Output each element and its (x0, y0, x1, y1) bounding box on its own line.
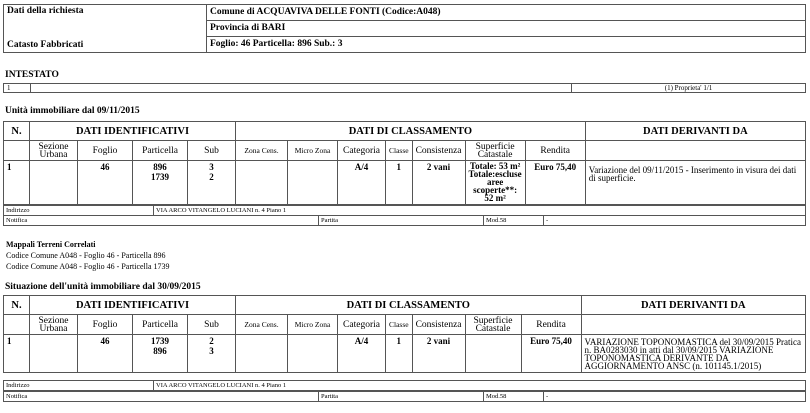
unit1-rendita: Euro 75,40 (525, 161, 585, 205)
unit1-notifica-label: Notifica (4, 216, 319, 226)
col-n: N. (4, 122, 30, 141)
unit1-n: 1 (4, 161, 30, 205)
unit2-mod-label: Mod.58 (484, 392, 544, 402)
unit2-footer (3, 380, 806, 391)
unit2-notifica-label: Notifica (4, 392, 319, 402)
request-header (3, 4, 806, 53)
col-consistenza: Consistenza (412, 141, 465, 161)
col-foglio: Foglio (78, 141, 133, 161)
col-dati-classamento: DATI DI CLASSAMENTO (236, 122, 586, 141)
unit2-classe: 1 (386, 335, 413, 373)
comune-line: Comune di ACQUAVIVA DELLE FONTI (Codice:A048) (207, 5, 805, 21)
col2-sub: Sub (188, 315, 236, 335)
catasto-type: Catasto Fabbricati (7, 40, 84, 50)
col-dati-identificativi: DATI IDENTIFICATIVI (30, 122, 236, 141)
col-sezione-urbana: Sezione Urbana (30, 141, 78, 161)
unit1-mod-label: Mod.58 (484, 216, 544, 226)
col-rendita: Rendita (525, 141, 585, 161)
col2-classe: Classe (386, 315, 413, 335)
unit2-sub: 2 3 (188, 335, 236, 373)
col2-particella: Particella (133, 315, 188, 335)
col-dati-derivanti: DATI DERIVANTI DA (585, 122, 805, 141)
col-particella: Particella (133, 141, 188, 161)
col2-n: N. (4, 296, 30, 315)
unit2-particella: 1739 896 (133, 335, 188, 373)
unit2-notifica-row (3, 391, 806, 402)
unit2-mod-value: - (544, 392, 806, 402)
foglio-line: Foglio: 46 Particella: 896 Sub.: 3 (210, 39, 343, 49)
col2-zona-cens: Zona Cens. (236, 315, 288, 335)
col2-dati-identificativi: DATI IDENTIFICATIVI (30, 296, 236, 315)
unit1-notifica-row (3, 215, 806, 226)
intestato-diritto: (1) Proprieta' 1/1 (572, 84, 806, 93)
unit1-classe: 1 (386, 161, 413, 205)
col2-consistenza: Consistenza (412, 315, 465, 335)
col-micro-zona: Micro Zona (288, 141, 338, 161)
col2-micro-zona: Micro Zona (288, 315, 338, 335)
mappali-line-1: Codice Comune A048 - Foglio 46 - Particella 896 (6, 251, 166, 260)
unit1-foglio: 46 (78, 161, 133, 205)
col2-dati-derivanti: DATI DERIVANTI DA (581, 296, 805, 315)
request-title: Dati della richiesta (7, 6, 84, 16)
intestato-title: INTESTATO (5, 70, 59, 80)
mappali-title: Mappali Terreni Correlati (6, 240, 96, 249)
unit2-partita-label: Partita (319, 392, 484, 402)
unit2-foglio: 46 (78, 335, 133, 373)
unit2-indirizzo: VIA ARCO VITANGELO LUCIANI n. 4 Piano 1 (154, 381, 806, 391)
unit2-consistenza: 2 vani (412, 335, 465, 373)
provincia-line: Provincia di BARI (207, 21, 805, 37)
unit1-mod-value: - (544, 216, 806, 226)
intestato-name (31, 84, 572, 93)
property-location-cell (207, 5, 806, 53)
col-zona-cens: Zona Cens. (236, 141, 288, 161)
col2-sezione-urbana: Sezione Urbana (30, 315, 78, 335)
unit2-indirizzo-label: Indirizzo (4, 381, 154, 391)
unit1-indirizzo: VIA ARCO VITANGELO LUCIANI n. 4 Piano 1 (154, 206, 806, 216)
section2-title: Situazione dell'unità immobiliare dal 30/09/2015 (5, 282, 201, 292)
col2-rendita: Rendita (521, 315, 581, 335)
col2-superficie: Superficie Catastale (465, 315, 521, 335)
col-categoria: Categoria (338, 141, 386, 161)
intestato-num: 1 (4, 84, 31, 93)
col2-categoria: Categoria (338, 315, 386, 335)
mappali-line-2: Codice Comune A048 - Foglio 46 - Particella 1739 (6, 262, 170, 271)
unit2-categoria: A/4 (338, 335, 386, 373)
unit1-particella: 896 1739 (133, 161, 188, 205)
col-classe: Classe (386, 141, 413, 161)
unit2-n: 1 (4, 335, 30, 373)
unit1-derivanti: Variazione del 09/11/2015 - Inserimento in visura dei dati di superficie. (585, 161, 805, 205)
unit1-partita-label: Partita (319, 216, 484, 226)
col-superficie: Superficie Catastale (465, 141, 525, 161)
unit2-table (3, 295, 806, 373)
unit1-categoria: A/4 (338, 161, 386, 205)
unit1-indirizzo-label: Indirizzo (4, 206, 154, 216)
col-sub: Sub (188, 141, 236, 161)
section1-title: Unità immobiliare dal 09/11/2015 (5, 106, 140, 116)
unit1-consistenza: 2 vani (412, 161, 465, 205)
unit1-sub: 3 2 (188, 161, 236, 205)
unit1-superficie: Totale: 53 m² Totale:escluse aree scoperte**: 52 m² (465, 161, 525, 205)
unit2-derivanti: VARIAZIONE TOPONOMASTICA del 30/09/2015 Pratica n. BA0283030 in atti dal 30/09/2015 VARIAZIONE TOPONOMASTICA DERIVANTE DA AGGIORNAMENTO ANSC (n. 101145.1/2015) (581, 335, 805, 373)
col2-foglio: Foglio (78, 315, 133, 335)
col2-dati-classamento: DATI DI CLASSAMENTO (236, 296, 582, 315)
request-data-cell (4, 5, 207, 53)
intestato-table (3, 83, 806, 93)
unit2-rendita: Euro 75,40 (521, 335, 581, 373)
unit1-table (3, 121, 806, 205)
